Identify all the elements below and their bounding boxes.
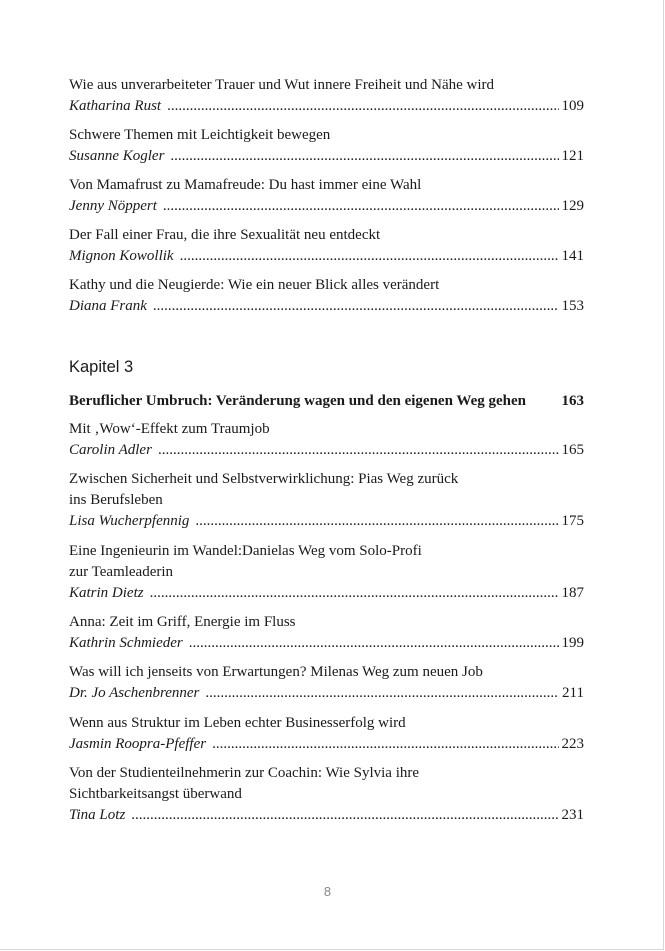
- entry-page-number: 187: [561, 585, 584, 601]
- entry-page-number: 153: [561, 298, 584, 314]
- toc-entry: [69, 763, 584, 835]
- page-number: 8: [323, 884, 332, 899]
- entry-author: Jasmin Roopra-Pfeffer: [69, 736, 207, 752]
- entry-author: Katharina Rust: [69, 98, 162, 114]
- entry-author: Diana Frank: [69, 298, 147, 314]
- entry-author: Susanne Kogler: [69, 148, 165, 164]
- entry-author: Tina Lotz: [69, 807, 126, 823]
- entry-title: Was will ich jenseits von Erwartungen? Milenas Weg zum neuen Job: [69, 664, 483, 680]
- dot-leader: [180, 246, 559, 267]
- entry-page-number: 109: [561, 98, 584, 114]
- toc-entry: [69, 175, 584, 225]
- entry-page-number: 211: [562, 685, 584, 701]
- toc-entry: [69, 713, 584, 763]
- toc-entry: [69, 662, 584, 713]
- entry-author: Kathrin Schmieder: [69, 635, 183, 651]
- dot-leader: [170, 146, 558, 167]
- entry-title: Wie aus unverarbeiteter Trauer und Wut innere Freiheit und Nähe wird: [69, 77, 495, 93]
- section-title-row: [69, 391, 584, 412]
- section-page-number: 163: [561, 393, 584, 409]
- toc-entry: [69, 275, 584, 325]
- entry-author: Carolin Adler: [69, 442, 152, 458]
- dot-leader: [212, 734, 558, 755]
- entry-author: Mignon Kowollik: [69, 248, 174, 264]
- entry-title: Mit ‚Wow‘-Effekt zum Traumjob: [69, 421, 270, 437]
- dot-leader: [131, 805, 558, 826]
- entry-title: Der Fall einer Frau, die ihre Sexualität neu entdeckt: [69, 227, 381, 243]
- entry-title: Von der Studienteilnehmerin zur Coachin: Wie Sylvia ihre Sichtbarkeitsangst überwand: [69, 765, 420, 802]
- entry-title: Anna: Zeit im Griff, Energie im Fluss: [69, 614, 296, 630]
- entry-title: Von Mamafrust zu Mamafreude: Du hast immer eine Wahl: [69, 177, 422, 193]
- entry-author: Lisa Wucherpfennig: [69, 513, 190, 529]
- toc-entry: [69, 75, 584, 125]
- entry-title: Schwere Themen mit Leichtigkeit bewegen: [69, 127, 331, 143]
- entry-title: Zwischen Sicherheit und Selbstverwirklichung: Pias Weg zurück ins Berufsleben: [69, 471, 459, 508]
- toc-entry: [69, 541, 584, 612]
- entry-page-number: 223: [561, 736, 584, 752]
- dot-leader: [195, 511, 558, 532]
- dot-leader: [158, 440, 559, 461]
- entry-author: Katrin Dietz: [69, 585, 144, 601]
- section-title: Beruflicher Umbruch: Veränderung wagen und den eigenen Weg gehen: [69, 393, 526, 409]
- entry-author: Jenny Nöppert: [69, 198, 157, 214]
- chapter-heading: Kapitel 3: [69, 358, 134, 376]
- entry-page-number: 121: [561, 148, 584, 164]
- toc-entry: [69, 419, 584, 469]
- toc-entry: [69, 469, 584, 541]
- toc-bottom-list: [69, 419, 584, 835]
- entry-page-number: 175: [561, 513, 584, 529]
- dot-leader: [205, 683, 559, 704]
- dot-leader: [189, 633, 559, 654]
- dot-leader: [163, 196, 559, 217]
- toc-entry: [69, 225, 584, 275]
- toc-entry: [69, 125, 584, 175]
- dot-leader: [153, 296, 559, 317]
- entry-page-number: 129: [561, 198, 584, 214]
- entry-page-number: 141: [561, 248, 584, 264]
- entry-title: Kathy und die Neugierde: Wie ein neuer Blick alles verändert: [69, 277, 440, 293]
- entry-page-number: 165: [561, 442, 584, 458]
- entry-author: Dr. Jo Aschenbrenner: [69, 685, 200, 701]
- entry-title: Wenn aus Struktur im Leben echter Businesserfolg wird: [69, 715, 406, 731]
- toc-top-list: [69, 75, 584, 325]
- dot-leader: [150, 583, 559, 604]
- dot-leader: [167, 96, 558, 117]
- entry-page-number: 231: [561, 807, 584, 823]
- toc-entry: [69, 612, 584, 662]
- entry-page-number: 199: [561, 635, 584, 651]
- entry-title: Eine Ingenieurin im Wandel:Danielas Weg vom Solo-Profi zur Teamleaderin: [69, 543, 422, 580]
